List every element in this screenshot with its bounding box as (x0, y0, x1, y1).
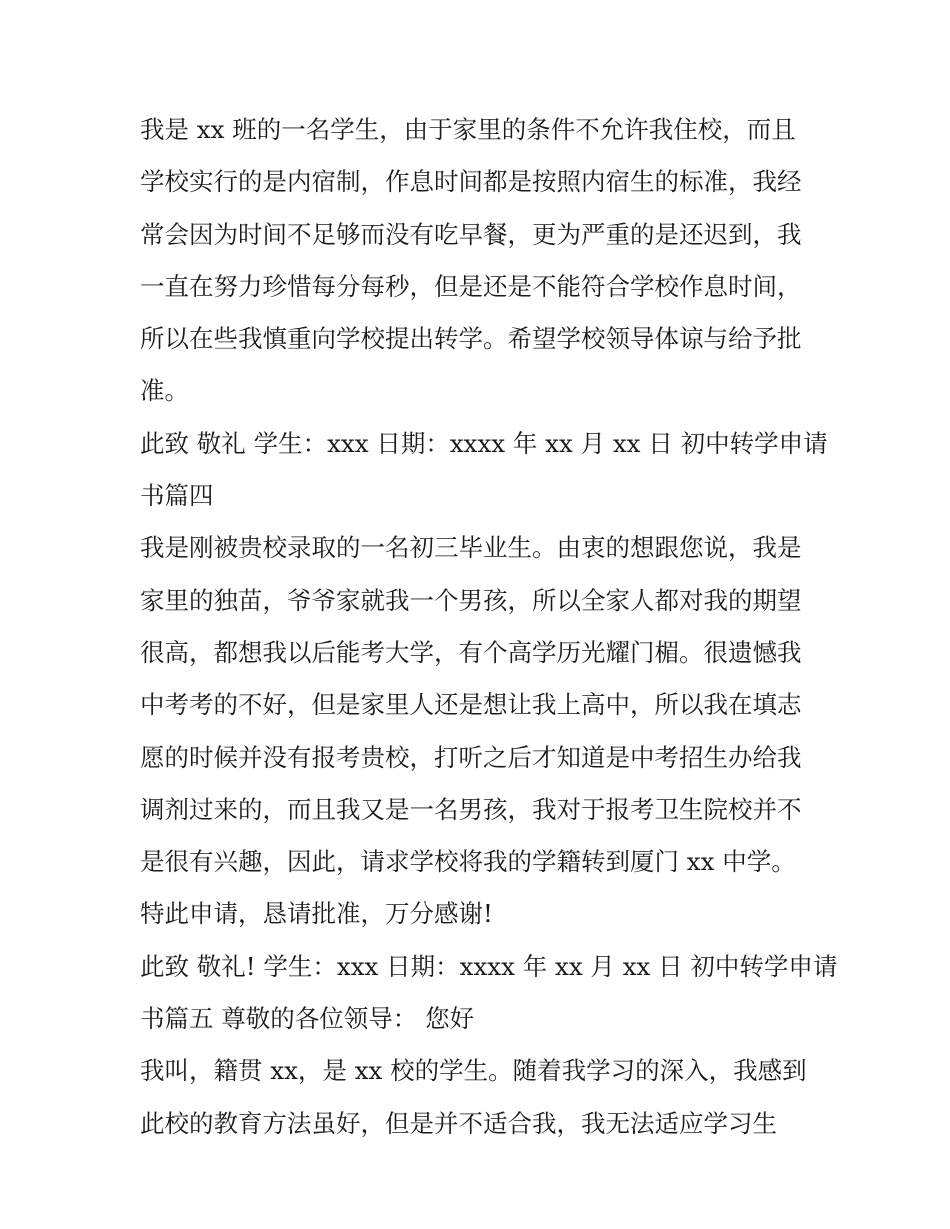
text-line: 此校的教育方法虽好，但是并不适合我，我无法适应学习生 (140, 1108, 777, 1138)
text-line: 很高，都想我以后能考大学，有个高学历光耀门楣。很遗憾我 (140, 637, 802, 667)
text-line: 特此申请，恳请批准，万分感谢! (140, 899, 493, 929)
document-body (140, 104, 838, 1150)
text-line: 此致 敬礼 学生：xxx 日期：xxxx 年 xx 月 xx 日 初中转学申请 (140, 428, 828, 458)
text-line: 是很有兴趣，因此，请求学校将我的学籍转到厦门 xx 中学。 (140, 847, 796, 877)
text-line: 我是 xx 班的一名学生，由于家里的条件不允许我住校，而且 (140, 115, 796, 144)
text-line: 准。 (140, 376, 189, 406)
text-line: 所以在些我慎重向学校提出转学。希望学校领导体谅与给予批 (140, 324, 802, 354)
text-line: 我是刚被贵校录取的一名初三毕业生。由衷的想跟您说，我是 (140, 533, 802, 563)
text-line: 中考考的不好，但是家里人还是想让我上高中，所以我在填志 (140, 690, 802, 720)
text-line: 家里的独苗，爷爷家就我一个男孩，所以全家人都对我的期望 (140, 585, 802, 615)
text-line: 此致 敬礼! 学生：xxx 日期：xxxx 年 xx 月 xx 日 初中转学申请 (140, 951, 838, 981)
text-line: 书篇五 尊敬的各位领导： 您好 (140, 1004, 475, 1034)
text-line: 调剂过来的，而且我又是一名男孩，我对于报考卫生院校并不 (140, 794, 802, 824)
text-line: 学校实行的是内宿制，作息时间都是按照内宿生的标准，我经 (140, 167, 802, 197)
text-line: 愿的时候并没有报考贵校，打听之后才知道是中考招生办给我 (140, 742, 802, 772)
text-line: 一直在努力珍惜每分每秒，但是还是不能符合学校作息时间， (140, 271, 802, 301)
text-line: 书篇四 (140, 481, 214, 511)
text-line: 常会因为时间不足够而没有吃早餐，更为严重的是还迟到，我 (140, 219, 802, 249)
text-line: 我叫，籍贯 xx，是 xx 校的学生。随着我学习的深入，我感到 (140, 1056, 807, 1086)
